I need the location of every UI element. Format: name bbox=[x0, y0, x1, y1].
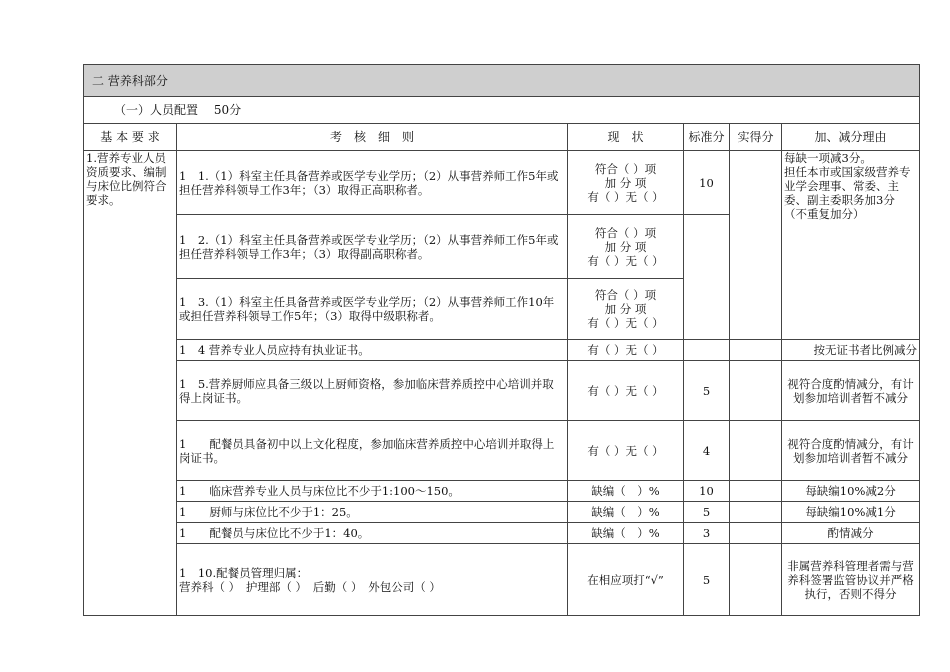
evaluation-sheet bbox=[83, 64, 919, 616]
actual-score-cell[interactable] bbox=[730, 340, 782, 361]
score-cell: 5 bbox=[684, 361, 730, 421]
score-cell: 3 bbox=[684, 523, 730, 544]
reason-cell: 每缺编10%减1分 bbox=[782, 502, 920, 523]
header-reason: 加、减分理由 bbox=[782, 124, 920, 151]
score-cell: 10 bbox=[684, 151, 730, 215]
status-cell: 缺编（ ）% bbox=[568, 481, 684, 502]
actual-score-cell[interactable] bbox=[730, 151, 782, 340]
table-row bbox=[84, 340, 920, 361]
score-cell: 10 bbox=[684, 481, 730, 502]
score-cell bbox=[684, 215, 730, 340]
reason-cell: 按无证书者比例减分 bbox=[782, 340, 920, 361]
header-basic: 基 本 要 求 bbox=[84, 124, 177, 151]
actual-score-cell[interactable] bbox=[730, 544, 782, 616]
table-row bbox=[84, 481, 920, 502]
header-actual: 实得分 bbox=[730, 124, 782, 151]
detail-cell: 1 配餐员具备初中以上文化程度，参加临床营养质控中心培训并取得上岗证书。 bbox=[177, 421, 568, 481]
subsection-title: （一）人员配置 50分 bbox=[84, 97, 920, 124]
reason-cell: 非属营养科管理者需与营养科签署监管协议并严格执行，否则不得分 bbox=[782, 544, 920, 616]
detail-cell: 1 3.（1）科室主任具备营养或医学专业学历；（2）从事营养师工作10年或担任营养科领导工作5年；（3）取得中级职称者。 bbox=[177, 279, 568, 340]
score-cell: 5 bbox=[684, 544, 730, 616]
subsection-row bbox=[84, 97, 920, 124]
basic-requirement: 1.营养专业人员资质要求、编制与床位比例符合要求。 bbox=[84, 151, 177, 616]
detail-cell: 1 配餐员与床位比不少于1：40。 bbox=[177, 523, 568, 544]
detail-cell: 1 1.（1）科室主任具备营养或医学专业学历；（2）从事营养师工作5年或担任营养科领导工作3年；（3）取得正高职称者。 bbox=[177, 151, 568, 215]
header-status: 现 状 bbox=[568, 124, 684, 151]
detail-cell: 1 临床营养专业人员与床位比不少于1:100～150。 bbox=[177, 481, 568, 502]
status-cell: 有（ ）无（ ） bbox=[568, 361, 684, 421]
header-detail: 考 核 细 则 bbox=[177, 124, 568, 151]
actual-score-cell[interactable] bbox=[730, 523, 782, 544]
status-cell: 有（ ）无（ ） bbox=[568, 340, 684, 361]
table-row bbox=[84, 421, 920, 481]
detail-cell: 1 10.配餐员管理归属： 营养科（ ） 护理部（ ） 后勤（ ） 外包公司（ ） bbox=[177, 544, 568, 616]
status-cell: 缺编（ ）% bbox=[568, 502, 684, 523]
actual-score-cell[interactable] bbox=[730, 502, 782, 523]
status-cell: 符合（ ）项 加 分 项 有（ ）无（ ） bbox=[568, 151, 684, 215]
status-cell: 有（ ）无（ ） bbox=[568, 421, 684, 481]
detail-cell: 1 5.营养厨师应具备三级以上厨师资格，参加临床营养质控中心培训并取得上岗证书。 bbox=[177, 361, 568, 421]
reason-cell: 视符合度酌情减分，有计划参加培训者暂不减分 bbox=[782, 421, 920, 481]
header-row bbox=[84, 124, 920, 151]
score-cell: 5 bbox=[684, 502, 730, 523]
reason-cell: 视符合度酌情减分，有计划参加培训者暂不减分 bbox=[782, 361, 920, 421]
evaluation-table bbox=[83, 64, 920, 616]
status-cell: 缺编（ ）% bbox=[568, 523, 684, 544]
score-cell bbox=[684, 340, 730, 361]
table-row bbox=[84, 523, 920, 544]
reason-cell: 每缺编10%减2分 bbox=[782, 481, 920, 502]
table-row bbox=[84, 361, 920, 421]
header-standard: 标准分 bbox=[684, 124, 730, 151]
section-title-row bbox=[84, 65, 920, 97]
status-cell: 在相应项打“√” bbox=[568, 544, 684, 616]
table-row bbox=[84, 544, 920, 616]
actual-score-cell[interactable] bbox=[730, 481, 782, 502]
detail-cell: 1 厨师与床位比不少于1：25。 bbox=[177, 502, 568, 523]
status-cell: 符合（ ）项 加 分 项 有（ ）无（ ） bbox=[568, 279, 684, 340]
reason-cell: 酌情减分 bbox=[782, 523, 920, 544]
table-row bbox=[84, 502, 920, 523]
reason-cell: 每缺一项减3分。 担任本市或国家级营养专业学会理事、常委、主委、副主委职务加3分（不重复加分） bbox=[782, 151, 920, 340]
status-cell: 符合（ ）项 加 分 项 有（ ）无（ ） bbox=[568, 215, 684, 279]
section-title: 二 营养科部分 bbox=[84, 65, 920, 97]
detail-cell: 1 4 营养专业人员应持有执业证书。 bbox=[177, 340, 568, 361]
detail-cell: 1 2.（1）科室主任具备营养或医学专业学历；（2）从事营养师工作5年或担任营养科领导工作3年；（3）取得副高职称者。 bbox=[177, 215, 568, 279]
actual-score-cell[interactable] bbox=[730, 421, 782, 481]
table-row bbox=[84, 151, 920, 215]
actual-score-cell[interactable] bbox=[730, 361, 782, 421]
score-cell: 4 bbox=[684, 421, 730, 481]
